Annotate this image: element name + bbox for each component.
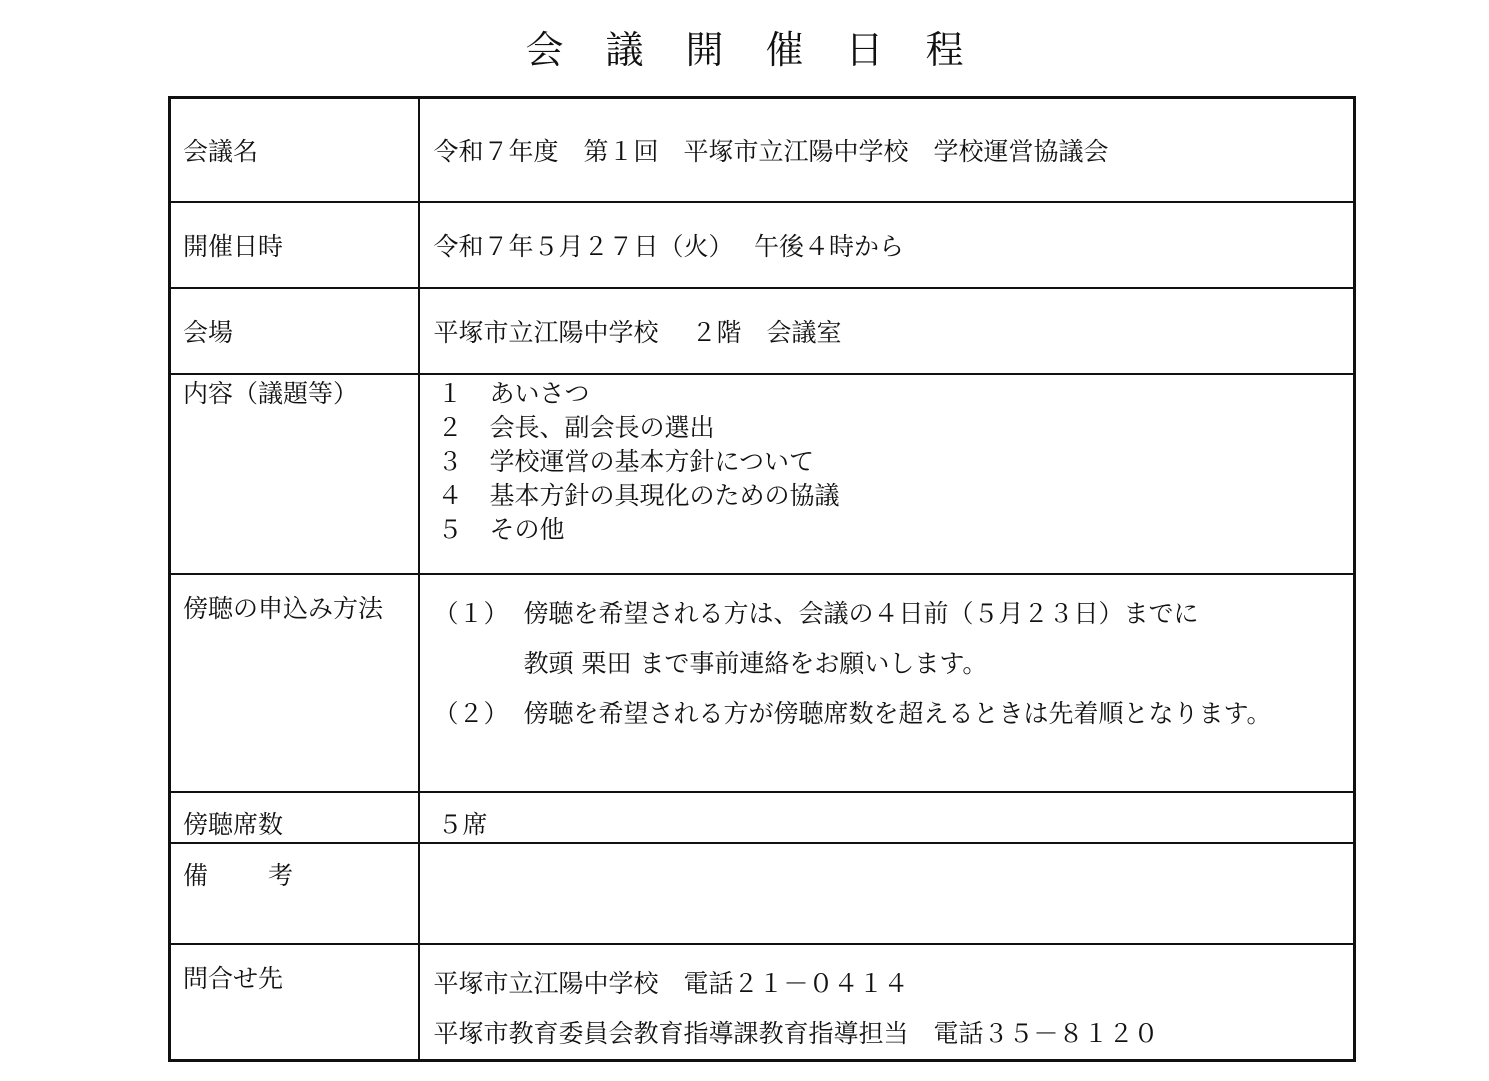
application-item: （２） 傍聴を希望される方が傍聴席数を超えるときは先着順となります。 bbox=[433, 698, 1272, 728]
row-datetime bbox=[170, 202, 1355, 288]
label-contact: 問合せ先 bbox=[170, 944, 419, 1061]
agenda-list bbox=[434, 375, 1354, 547]
value-datetime: 令和７年５月２７日（火） 午後４時から bbox=[419, 202, 1355, 288]
label-datetime: 開催日時 bbox=[170, 202, 419, 288]
label-application: 傍聴の申込み方法 bbox=[170, 574, 419, 792]
value-application bbox=[419, 574, 1355, 792]
contact-line: 平塚市立江陽中学校 電話２１－０４１４ bbox=[433, 968, 909, 998]
value-seats: ５席 bbox=[419, 792, 1355, 843]
agenda-item: ４ 基本方針の具現化のための協議 bbox=[437, 480, 840, 510]
label-remarks: 備考 bbox=[170, 843, 419, 944]
agenda-item: ３ 学校運営の基本方針について bbox=[437, 446, 815, 476]
application-item: （１） 傍聴を希望される方は、会議の４日前（５月２３日）までに bbox=[433, 598, 1199, 628]
application-list bbox=[434, 575, 1354, 739]
contact-line: 平塚市教育委員会教育指導課教育指導担当 電話３５－８１２０ bbox=[433, 1018, 1159, 1048]
label-meeting-name: 会議名 bbox=[170, 98, 419, 202]
value-venue: 平塚市立江陽中学校 ２階 会議室 bbox=[419, 288, 1355, 374]
value-meeting-name: 令和７年度 第１回 平塚市立江陽中学校 学校運営協議会 bbox=[419, 98, 1355, 202]
row-seats bbox=[170, 792, 1355, 843]
row-venue bbox=[170, 288, 1355, 374]
agenda-item: ５ その他 bbox=[437, 514, 565, 544]
schedule-table bbox=[168, 96, 1356, 1062]
row-contact bbox=[170, 944, 1355, 1061]
label-venue: 会場 bbox=[170, 288, 419, 374]
application-item-continued: 教頭 栗田 まで事前連絡をお願いします。 bbox=[523, 648, 988, 678]
page-title: 会議開催日程 bbox=[525, 28, 1006, 72]
row-agenda bbox=[170, 374, 1355, 574]
agenda-item: ２ 会長、副会長の選出 bbox=[437, 412, 715, 442]
agenda-item: １ あいさつ bbox=[437, 378, 590, 408]
row-remarks bbox=[170, 843, 1355, 944]
contact-list bbox=[434, 945, 1354, 1059]
row-meeting-name bbox=[170, 98, 1355, 202]
value-contact bbox=[419, 944, 1355, 1061]
value-remarks bbox=[419, 843, 1355, 944]
label-seats: 傍聴席数 bbox=[170, 792, 419, 843]
value-agenda bbox=[419, 374, 1355, 574]
row-application bbox=[170, 574, 1355, 792]
label-agenda: 内容（議題等） bbox=[170, 374, 419, 574]
